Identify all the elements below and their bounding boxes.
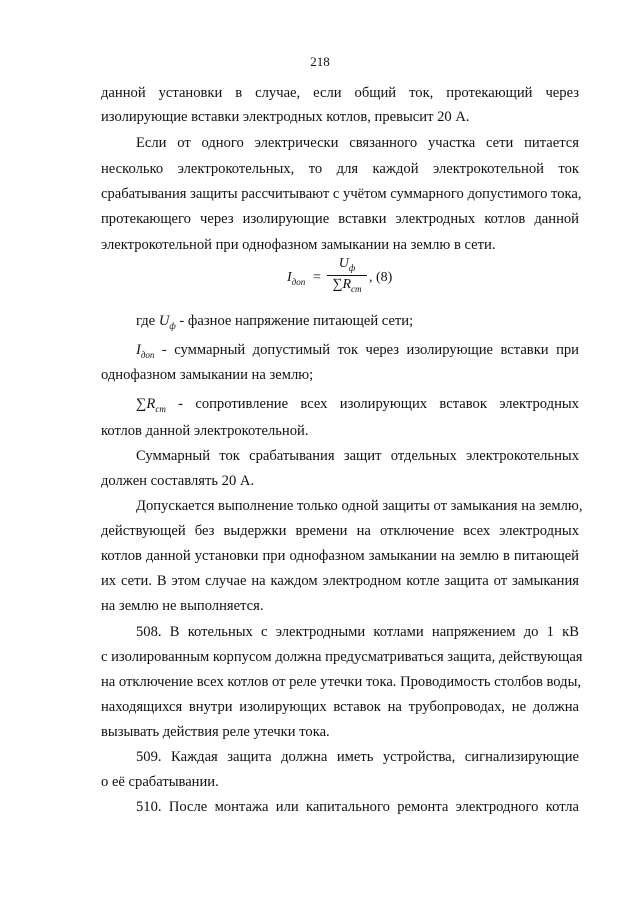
text-line: 508. В котельных с электродными котлами напряжением до 1 кВ xyxy=(136,624,579,640)
text-line: на отключение всех котлов от реле утечки тока. Проводимость столбов воды, xyxy=(101,674,582,690)
text-line: данной установки в случае, если общий ток, протекающий через xyxy=(101,85,579,101)
text-line: на землю не выполняется. xyxy=(101,598,264,614)
text-line: 510. После монтажа или капитального ремонта электродного котла xyxy=(136,799,579,815)
text-line: котлов данной электрокотельной. xyxy=(101,423,309,439)
fraction-bar xyxy=(327,275,367,276)
text-line: 509. Каждая защита должна иметь устройства, сигнализирующие xyxy=(136,749,579,765)
text-line: находящихся внутри изолирующих вставок на трубопроводах, не должна xyxy=(101,699,579,715)
text-line: котлов данной установки при однофазном замыкании на землю в питающей xyxy=(101,548,579,564)
formula-8 xyxy=(287,256,437,304)
text-line: где $U_ф$ - фазное напряжение питающей сети; xyxy=(136,313,414,331)
text-line: должен составлять 20 А. xyxy=(101,473,255,489)
text-line: электрокотельной при однофазном замыкании на землю в сети. xyxy=(101,237,496,253)
formula-fraction xyxy=(327,256,367,294)
text-line: Суммарный ток срабатывания защит отдельных электрокотельных xyxy=(136,448,579,464)
text-line: протекающего через изолирующие вставки электродных котлов данной xyxy=(101,211,579,227)
formula-lhs: $I_{доп}$ xyxy=(287,270,306,287)
formula-numerator: $U_ф$ xyxy=(338,256,356,273)
formula-number: , (8) xyxy=(369,270,393,285)
text-line: несколько электрокотельных, то для каждой электрокотельной ток xyxy=(101,161,579,177)
text-line: вызывать действия реле утечки тока. xyxy=(101,724,330,740)
text-line: $\sum R_{ст}$ - сопротивление всех изолирующих вставок электродных xyxy=(136,396,579,414)
text-line: изолирующие вставки электродных котлов, превысит 20 А. xyxy=(101,109,470,125)
formula-denominator: $\sum R_{ст}$ xyxy=(332,277,362,294)
text-line: Если от одного электрически связанного участка сети питается xyxy=(136,135,579,151)
formula-equals: = xyxy=(313,270,321,285)
text-line: Допускается выполнение только одной защиты от замыкания на землю, xyxy=(136,498,583,514)
page-number: 218 xyxy=(310,54,330,69)
text-line: срабатывания защиты рассчитывают с учётом суммарного допустимого тока, xyxy=(101,186,582,202)
text-line: действующей без выдержки времени на отключение всех электродных xyxy=(101,523,579,539)
text-line: с изолированным корпусом должна предусматриваться защита, действующая xyxy=(101,649,583,665)
text-line: их сети. В этом случае на каждом электродном котле защита от замыкания xyxy=(101,573,579,589)
text-line: $I_{доп}$ - суммарный допустимый ток через изолирующие вставки при xyxy=(136,342,579,360)
text-line: о её срабатывании. xyxy=(101,774,219,790)
text-line: однофазном замыкании на землю; xyxy=(101,367,314,383)
